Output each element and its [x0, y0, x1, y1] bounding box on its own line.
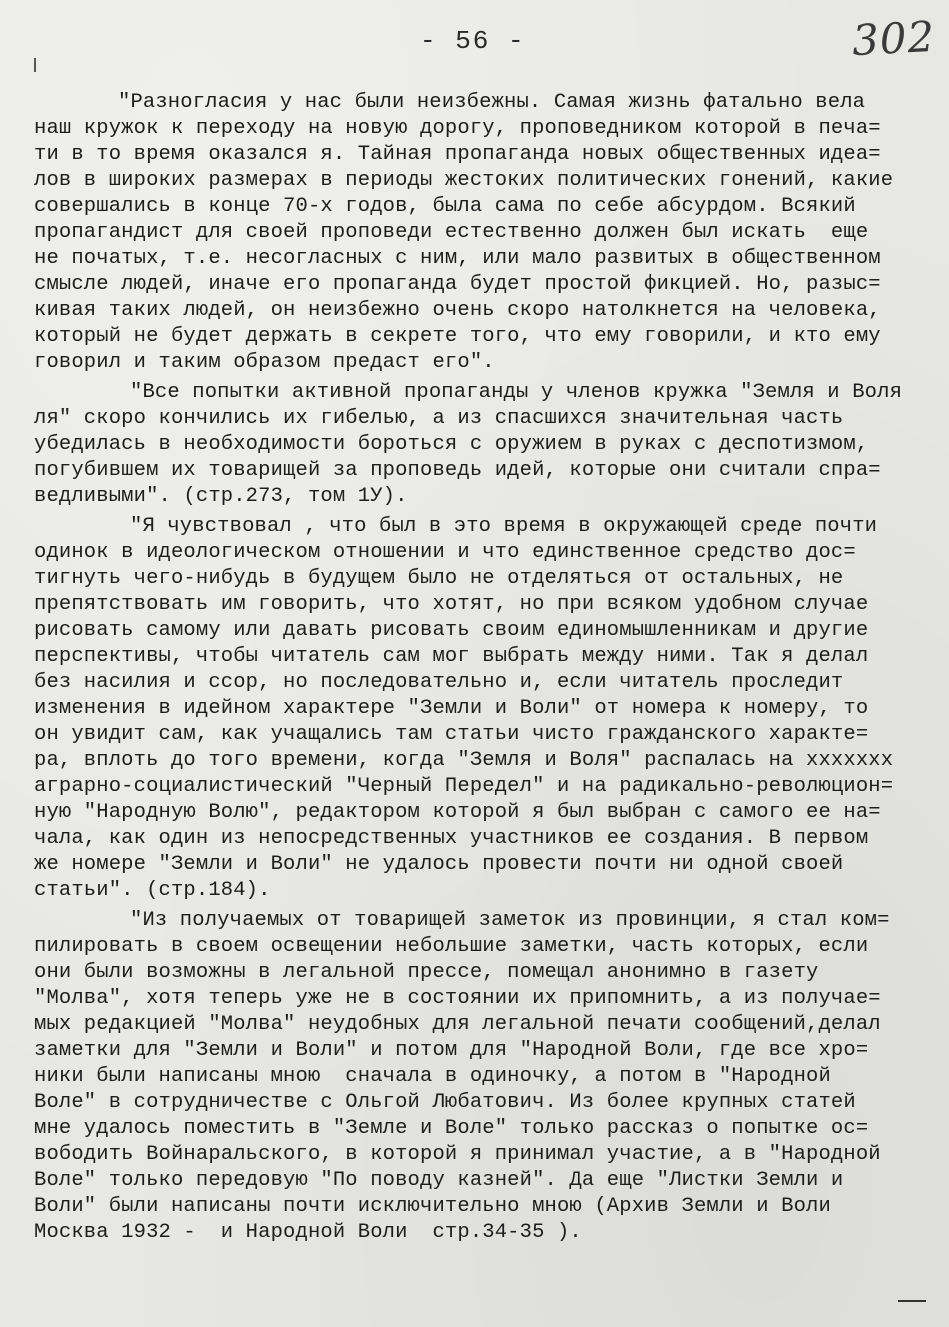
text-line: рисовать самому или давать рисовать своим единомышленникам и другие: [34, 619, 869, 642]
text-line: смысле людей, иначе его пропаганда будет простой фикцией. Но, разыс=: [34, 273, 881, 296]
text-line: "Из получаемых от товарищей заметок из провинции, я стал ком=: [130, 909, 890, 932]
margin-dash: [898, 1300, 926, 1302]
text-line: ники были написаны мною сначала в одиночку, а потом в "Народной: [34, 1065, 831, 1088]
text-line: не початых, т.е. несогласных с ним, или мало развитых в общественном: [34, 247, 881, 270]
text-line: говорил и таким образом предаст его".: [34, 351, 495, 374]
text-line: Воли" были написаны почти исключительно мною (Архив Земли и Воли: [34, 1195, 831, 1218]
text-line: Воле" в сотрудничестве с Ольгой Любатович. Из более крупных статей: [34, 1091, 856, 1114]
text-line: убедилась в необходимости бороться с оружием в руках с деспотизмом,: [34, 433, 869, 456]
text-line: "Разногласия у нас были неизбежны. Самая жизнь фатально вела: [118, 91, 866, 114]
text-line: тигнуть чего-нибудь в будущем было не отделяться от остальных, не: [34, 567, 844, 590]
text-line: кивая таких людей, он неизбежно очень скоро натолкнется на человека,: [34, 299, 881, 322]
text-line: который не будет держать в секрете того, что ему говорили, и кто ему: [34, 325, 881, 348]
text-line: без насилия и ссор, но последовательно и, если читатель проследит: [34, 671, 844, 694]
text-line: совершались в конце 70-х годов, была сама по себе абсурдом. Всякий: [34, 195, 856, 218]
archive-number: 302: [850, 11, 937, 66]
text-line: мне удалось поместить в "Земле и Воле" только рассказ о попытке ос=: [34, 1117, 869, 1140]
text-line: изменения в идейном характере "Земли и Воли" от номера к номеру, то: [34, 697, 869, 720]
page-number: - 56 -: [420, 26, 526, 56]
text-line: же номере "Земли и Воли" не удалось провести почти ни одной своей: [34, 853, 844, 876]
text-line: ведливыми". (стр.273, том 1У).: [34, 485, 408, 508]
text-line: ти в то время оказался я. Тайная пропаганда новых общественных идеа=: [34, 143, 881, 166]
text-line: "Все попытки активной пропаганды у членов кружка "Земля и Воля: [130, 381, 903, 404]
text-line: ра, вплоть до того времени, когда "Земля и Воля" распалась на ххххххх: [34, 749, 894, 772]
text-line: аграрно-социалистический "Черный Передел" и на радикально-революцион=: [34, 775, 894, 798]
text-line: одинок в идеологическом отношении и что единственное средство дос=: [34, 541, 856, 564]
text-line: "Молва", хотя теперь уже не в состоянии их припомнить, а из получае=: [34, 987, 881, 1010]
text-line: статьи". (стр.184).: [34, 879, 271, 902]
text-line: он увидит сам, как учащались там статьи чисто гражданского характе=: [34, 723, 869, 746]
text-line: пропагандист для своей проповеди естественно должен был искать еще: [34, 221, 869, 244]
text-line: заметки для "Земли и Воли" и потом для "Народной Воли, где все хро=: [34, 1039, 869, 1062]
text-line: ную "Народную Волю", редактором которой я был выбран с самого ее на=: [34, 801, 881, 824]
text-line: чала, как один из непосредственных участников ее создания. В первом: [34, 827, 869, 850]
text-line: ля" скоро кончились их гибелью, а из спасшихся значительная часть: [34, 407, 844, 430]
text-line: перспективы, чтобы читатель сам мог выбрать между ними. Так я делал: [34, 645, 869, 668]
text-line: лов в широких размерах в периоды жестоких политических гонений, какие: [34, 169, 894, 192]
text-line: наш кружок к переходу на новую дорогу, проповедником которой в печа=: [34, 117, 881, 140]
margin-mark: [34, 58, 36, 72]
text-line: препятствовать им говорить, что хотят, но при всяком удобном случае: [34, 593, 869, 616]
text-line: вободить Войнаральского, в которой я принимал участие, а в "Народной: [34, 1143, 881, 1166]
text-line: "Я чувствовал , что был в это время в окружающей среде почти: [130, 515, 878, 538]
text-line: Москва 1932 - и Народной Воли стр.34-35 ).: [34, 1221, 582, 1244]
text-line: погубившем их товарищей за проповедь идей, которые они считали спра=: [34, 459, 881, 482]
text-line: Воле" только передовую "По поводу казней". Да еще "Листки Земли и: [34, 1169, 844, 1192]
text-line: они были возможны в легальной прессе, помещал анонимно в газету: [34, 961, 819, 984]
text-line: мых редакцией "Молва" неудобных для легальной печати сообщений,делал: [34, 1013, 881, 1036]
text-line: пилировать в своем освещении небольшие заметки, часть которых, если: [34, 935, 869, 958]
